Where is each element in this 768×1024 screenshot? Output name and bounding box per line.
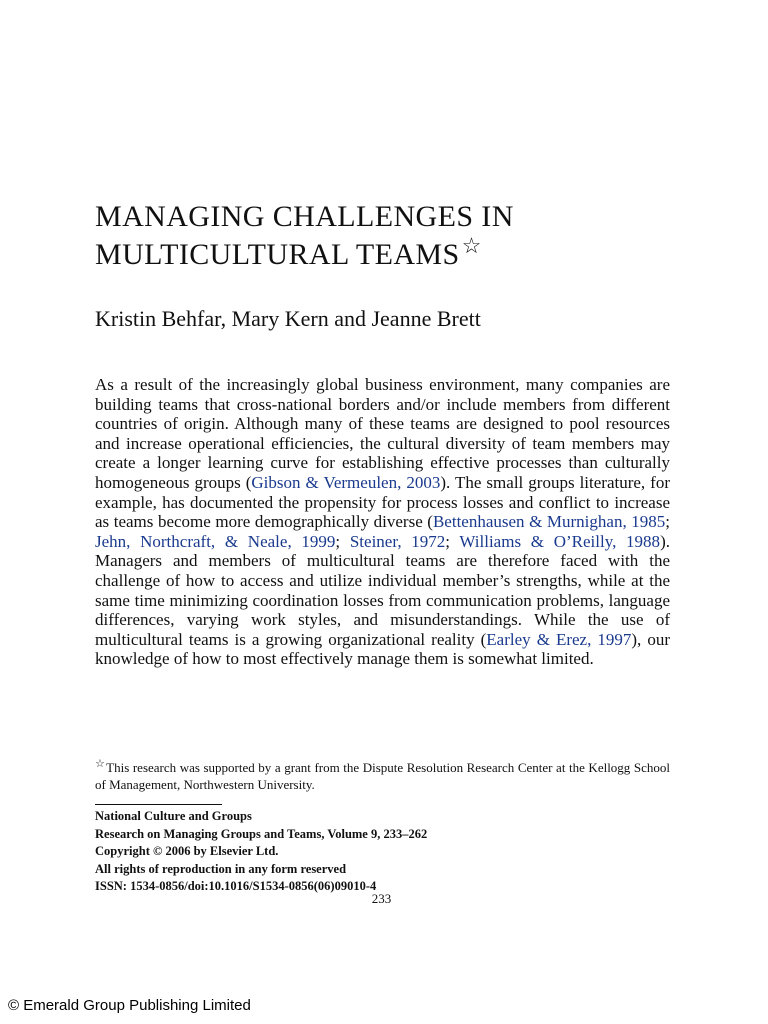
page-number: 233 — [371, 891, 392, 906]
title-line-2: MULTICULTURAL TEAMS — [95, 238, 460, 271]
citation-link[interactable]: Bettenhausen & Murnighan, 1985 — [432, 512, 666, 532]
abstract-text-4: ), our knowledge of how to most effectively manage them is somewhat limited. — [95, 629, 671, 669]
author-list: Kristin Behfar, Mary Kern and Jeanne Brett — [95, 306, 481, 331]
citation-link[interactable]: Williams & O’Reilly, 1988 — [459, 531, 661, 551]
pubinfo-line: ISSN: 1534-0856/doi:10.1016/S1534-0856(06)09010-4 — [95, 879, 377, 893]
abstract-text-3: ). Managers and members of multicultural teams are therefore faced with the challenge of how to access and utilize individual member’s strengths, while at the same time minimizing coordination losses from communication problems, language differences, varying work styles, and misunderstandings. While the use of multicultural teams is a growing organizational reality ( — [95, 531, 670, 649]
title-line-1: MANAGING CHALLENGES IN — [95, 200, 514, 233]
footnote-star-icon[interactable]: ☆ — [461, 233, 482, 258]
pubinfo-line: Copyright © 2006 by Elsevier Ltd. — [95, 844, 279, 858]
chapter-title — [95, 198, 695, 274]
footnote-text: This research was supported by a grant from the Dispute Resolution Research Center at the Kellogg School of Management, Northwestern University. — [95, 760, 670, 792]
pubinfo-line: National Culture and Groups — [95, 809, 252, 823]
citation-separator: ; — [445, 531, 460, 551]
publisher-notice: © Emerald Group Publishing Limited — [8, 997, 251, 1014]
publication-info — [95, 808, 670, 896]
citation-separator: ; — [665, 512, 670, 532]
abstract-text-1: As a result of the increasingly global business environment, many companies are building teams that cross-national borders and/or include members from different countries of origin. Although many of these teams are designed to pool resources and increase operational efficiencies, the cultural diversity of team members may create a longer learning curve for establishing effective processes than culturally homogeneous groups ( — [95, 375, 670, 492]
citation-link[interactable]: Gibson & Vermeulen, 2003 — [251, 472, 441, 492]
footnote-star-icon: ☆ — [95, 757, 106, 770]
citation-link[interactable]: Earley & Erez, 1997 — [486, 629, 632, 649]
abstract-paragraph — [95, 375, 670, 669]
footnote-divider — [95, 804, 222, 805]
pubinfo-line: Research on Managing Groups and Teams, Volume 9, 233–262 — [95, 826, 428, 841]
abstract-text-2: ). The small groups literature, for example, has documented the propensity for process losses and conflict to increase as teams become more demographically diverse ( — [95, 472, 671, 532]
citation-link[interactable]: Jehn, Northcraft, & Neale, 1999 — [95, 531, 336, 551]
citation-separator: ; — [335, 531, 350, 551]
citation-link[interactable]: Steiner, 1972 — [349, 531, 446, 551]
footnote — [95, 759, 670, 793]
pubinfo-line: All rights of reproduction in any form reserved — [95, 861, 347, 876]
